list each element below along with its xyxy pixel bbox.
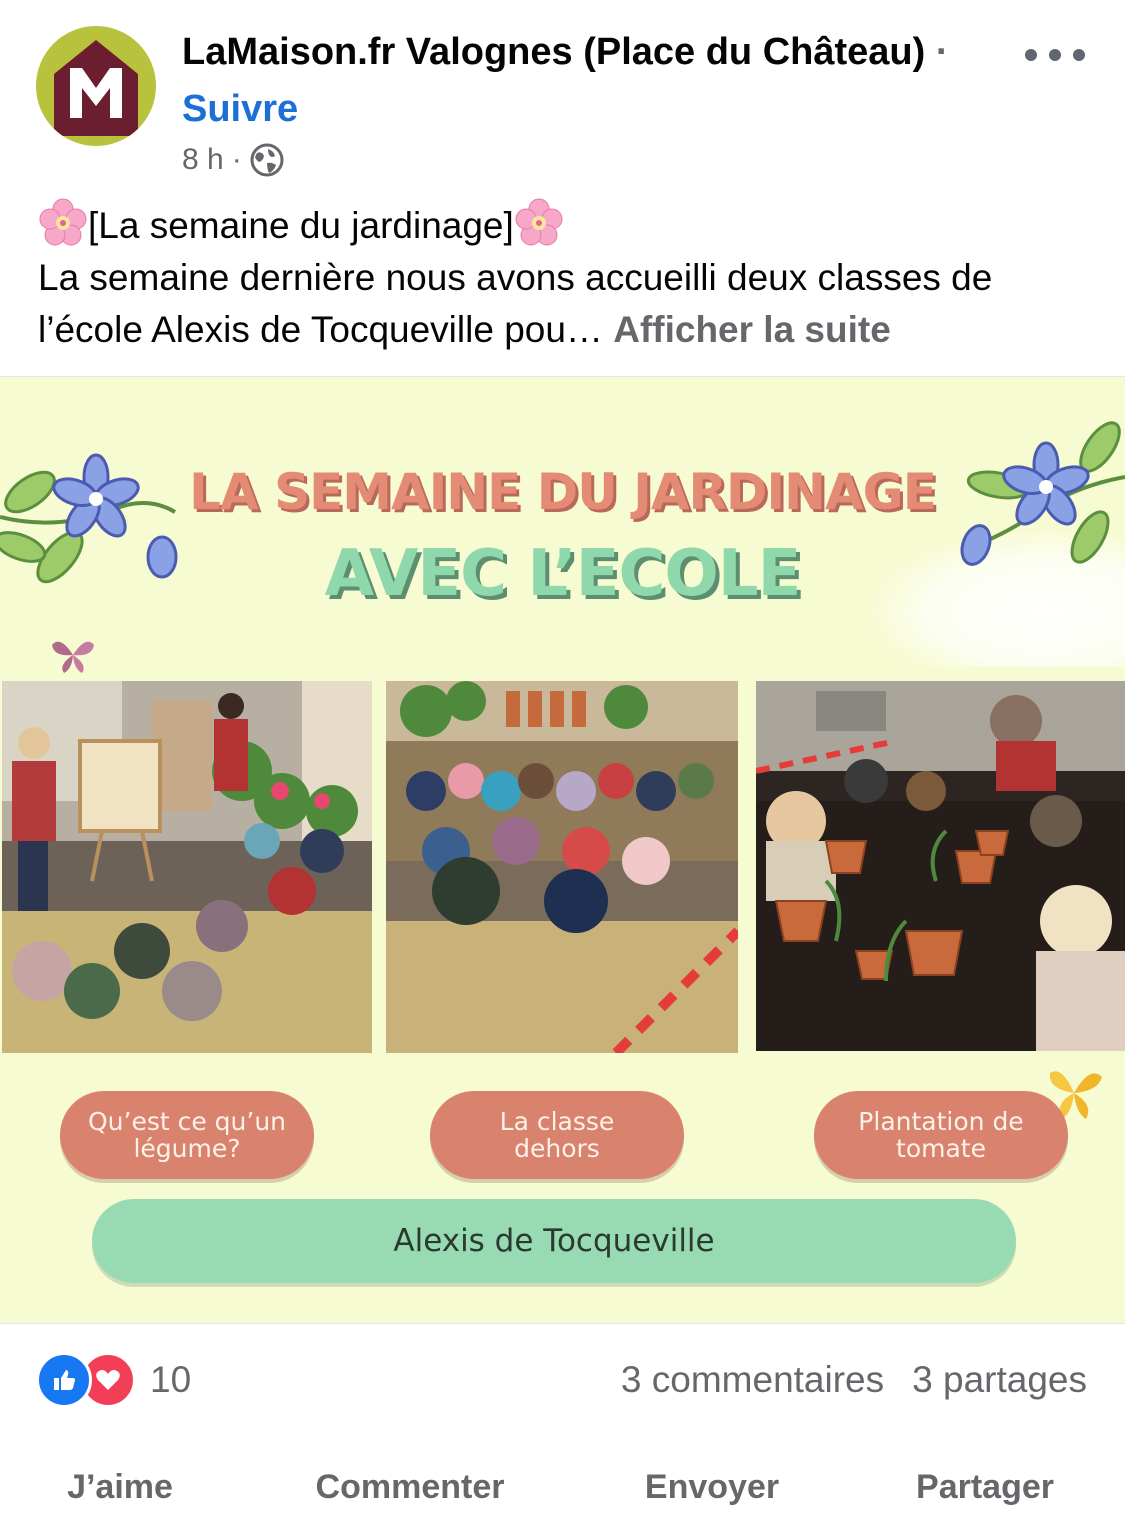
- post-headline: [La semaine du jardinage]: [88, 205, 514, 246]
- more-horizontal-icon: [1025, 49, 1037, 61]
- post-text-line1: [38, 198, 1098, 252]
- butterfly-icon: [50, 635, 96, 675]
- reaction-count: 10: [150, 1359, 192, 1400]
- school-name-bar: [92, 1199, 1016, 1283]
- send-button[interactable]: Envoyer: [644, 1467, 780, 1506]
- more-dot: [1049, 49, 1061, 61]
- cherry-blossom-icon: [514, 198, 564, 248]
- pill-tomato: [814, 1091, 1068, 1179]
- brand-logo-icon: [36, 26, 156, 146]
- share-button[interactable]: Partager: [916, 1467, 1054, 1506]
- like-icon: [36, 1352, 92, 1408]
- post-image[interactable]: [0, 376, 1125, 1324]
- meta-separator: ·: [231, 143, 242, 176]
- post-actions-bar: [0, 1452, 1125, 1522]
- header-separator: ·: [935, 31, 949, 73]
- pill-tomato-line1: Plantation de: [858, 1107, 1024, 1136]
- photo-tomato-planting: [756, 681, 1125, 1051]
- pill-tomato-line2: tomate: [896, 1134, 986, 1163]
- pill-outdoor-line2: dehors: [514, 1134, 600, 1163]
- school-name: Alexis de Tocqueville: [393, 1223, 715, 1259]
- post-text-body: [38, 252, 1098, 356]
- cherry-blossom-icon: [38, 198, 88, 248]
- globe-icon[interactable]: [250, 143, 284, 177]
- post-header-title: [182, 24, 962, 138]
- reactions-summary[interactable]: [36, 1352, 191, 1408]
- engagement-stats: [621, 1352, 1087, 1408]
- comment-button[interactable]: Commenter: [315, 1467, 505, 1506]
- more-options-button[interactable]: [1025, 40, 1085, 70]
- shares-count-link[interactable]: 3 partages: [912, 1359, 1087, 1400]
- photo-outdoor-class: [386, 681, 738, 1053]
- post-meta: [182, 140, 284, 180]
- pill-vegetable: [60, 1091, 314, 1179]
- comments-count-link[interactable]: 3 commentaires: [620, 1359, 885, 1400]
- follow-button[interactable]: Suivre: [182, 88, 299, 130]
- pill-outdoor-class: [430, 1091, 684, 1179]
- pill-vegetable-line1: Qu’est ce qu’un: [87, 1107, 287, 1136]
- page-avatar[interactable]: [36, 26, 156, 146]
- post-text: [38, 198, 1098, 356]
- like-button[interactable]: J’aime: [67, 1467, 173, 1506]
- pill-outdoor-line1: La classe: [499, 1107, 615, 1136]
- post-body: La semaine dernière nous avons accueilli deux classes de l’école Alexis de Tocqueville pou…: [38, 257, 993, 350]
- see-more-link[interactable]: Afficher la suite: [613, 309, 891, 350]
- more-dot: [1073, 49, 1085, 61]
- pill-vegetable-line2: légume?: [133, 1134, 241, 1163]
- post-time[interactable]: 8 h: [182, 143, 224, 176]
- page-name-link[interactable]: LaMaison.fr Valognes (Place du Château): [182, 31, 926, 73]
- photo-vegetable-lesson: [2, 681, 372, 1053]
- image-title-line1: LA SEMAINE DU JARDINAGE: [189, 463, 936, 521]
- image-title-line2: AVEC L’ECOLE: [324, 537, 801, 611]
